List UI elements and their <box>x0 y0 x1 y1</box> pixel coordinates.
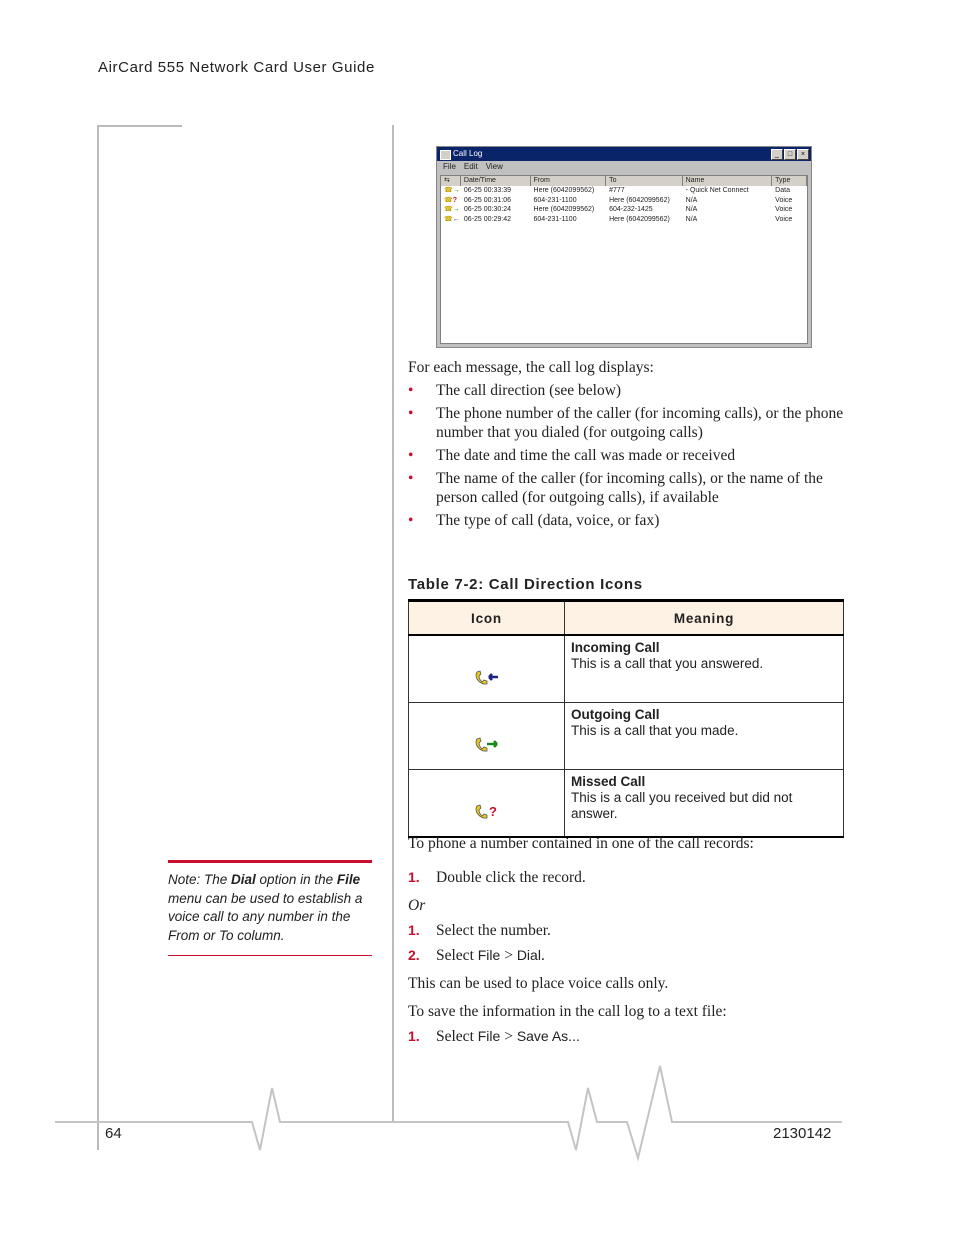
note-mid: option in the <box>255 872 337 887</box>
table-row <box>409 635 844 703</box>
cell-name: N/A <box>685 196 698 204</box>
meaning-description: This is a call you received but did not answer. <box>571 790 793 821</box>
step-number: 1. <box>408 869 420 885</box>
cell-to: #777 <box>609 187 625 194</box>
meaning-title: Incoming Call <box>571 640 660 655</box>
cell-to: Here (6042099562) <box>609 196 670 204</box>
list-item <box>408 446 848 465</box>
window-menubar <box>437 161 811 173</box>
list-header <box>441 176 807 186</box>
save-intro-paragraph: To save the information in the call log to a text file: <box>408 1003 727 1020</box>
list-item <box>408 511 848 530</box>
incoming-call-icon <box>474 669 500 687</box>
running-header: AirCard 555 Network Card User Guide <box>98 59 375 76</box>
app-icon <box>440 150 451 160</box>
sort-arrow-icon: ⇆ <box>444 177 450 184</box>
cell-datetime: 06-25 00:31:06 <box>463 196 512 204</box>
step-double-click <box>408 868 586 887</box>
meaning-title: Missed Call <box>571 774 646 789</box>
column-type[interactable]: Type <box>772 176 807 186</box>
call-log-window <box>436 146 812 348</box>
list-item[interactable] <box>441 215 807 225</box>
ui-term-dial: Dial <box>516 947 541 963</box>
bullet-icon: • <box>408 405 414 422</box>
meaning-title: Outgoing Call <box>571 707 660 722</box>
bullet-text: The type of call (data, voice, or fax) <box>436 512 660 529</box>
list-item <box>408 381 848 400</box>
step-number: 1. <box>408 1028 420 1044</box>
cell-from: Here (6042099562) <box>533 187 595 194</box>
menu-separator: > <box>500 1028 517 1045</box>
menu-separator: > <box>500 947 517 964</box>
outgoing-call-icon: ☎→ <box>444 206 460 213</box>
ui-term-file: File <box>477 1028 501 1044</box>
cell-to: Here (6042099562) <box>609 215 670 223</box>
meaning-description: This is a call that you answered. <box>571 656 764 671</box>
bullet-list <box>408 381 848 534</box>
cell-from: 604-231-1100 <box>533 215 577 223</box>
bullet-text: The phone number of the caller (for incoming calls), or the phone number that you dialed (for outgoing calls) <box>436 405 844 441</box>
step-number: 1. <box>408 922 420 938</box>
top-left-rule <box>97 125 182 127</box>
table-caption: Table 7-2: Call Direction Icons <box>408 576 643 593</box>
step-text: Double click the record. <box>436 869 586 886</box>
incoming-call-icon: ☎← <box>444 215 460 223</box>
close-icon[interactable]: × <box>797 149 809 160</box>
menu-file[interactable]: File <box>443 162 456 171</box>
cell-datetime: 06-25 00:33:39 <box>463 187 512 194</box>
cell-type: Voice <box>775 215 793 223</box>
direction-column-header[interactable] <box>441 176 461 186</box>
column-from[interactable]: From <box>531 176 607 186</box>
step-text: Select <box>436 947 478 964</box>
list-item[interactable] <box>441 205 807 215</box>
footer-pulse-line <box>0 1060 954 1170</box>
side-note <box>168 860 372 956</box>
bullet-text: The call direction (see below) <box>436 382 622 399</box>
step-select-number <box>408 921 551 940</box>
step-number: 2. <box>408 947 420 963</box>
maximize-icon[interactable]: □ <box>784 149 796 160</box>
note-rest: menu can be used to establish a voice call to any number in the From or To column. <box>168 890 363 943</box>
page-number: 64 <box>105 1125 122 1142</box>
missed-call-icon: ☎? <box>444 196 458 204</box>
bullet-text: The date and time the call was made or received <box>436 447 736 464</box>
step-text: Select the number. <box>436 922 551 939</box>
list-item[interactable] <box>441 196 807 206</box>
step-save-as <box>408 1027 580 1046</box>
cell-name: N/A <box>685 206 698 213</box>
step-text: Select <box>436 1028 478 1045</box>
or-divider: Or <box>408 897 426 914</box>
voice-only-paragraph: This can be used to place voice calls only. <box>408 975 669 992</box>
cell-name: N/A <box>685 215 698 223</box>
phone-intro-paragraph: To phone a number contained in one of the call records: <box>408 835 754 852</box>
minimize-icon[interactable]: _ <box>771 149 783 160</box>
bullet-icon: • <box>408 512 414 529</box>
column-to[interactable]: To <box>606 176 683 186</box>
note-file-term: File <box>336 872 361 887</box>
left-margin-rule <box>97 125 99 1150</box>
column-header-meaning: Meaning <box>565 601 844 636</box>
note-prefix: Note: The <box>168 872 232 887</box>
call-direction-table <box>408 599 844 838</box>
cell-to: 604-232-1425 <box>609 206 653 213</box>
column-name[interactable]: Name <box>683 176 773 186</box>
outgoing-call-icon <box>474 736 500 754</box>
cell-datetime: 06-25 00:29:42 <box>463 215 512 223</box>
list-item <box>408 404 848 442</box>
column-header-icon: Icon <box>409 601 565 636</box>
meaning-description: This is a call that you made. <box>571 723 739 738</box>
cell-type: Voice <box>775 206 793 213</box>
cell-name: - Quick Net Connect <box>685 187 749 194</box>
ui-term-file: File <box>477 947 501 963</box>
document-number: 2130142 <box>773 1125 832 1142</box>
window-title: Call Log <box>453 149 483 158</box>
column-divider-rule <box>392 125 394 1122</box>
table-row <box>409 770 844 838</box>
bullet-icon: • <box>408 447 414 464</box>
svg-text:?: ? <box>488 804 497 819</box>
bullet-icon: • <box>408 382 414 399</box>
bullet-icon: • <box>408 470 414 487</box>
note-dial-term: Dial <box>231 872 256 887</box>
step-period: . <box>540 947 545 964</box>
menu-view[interactable]: View <box>485 162 503 171</box>
outgoing-call-icon: ☎→ <box>444 187 460 194</box>
call-log-list <box>440 175 808 344</box>
cell-type: Voice <box>775 196 793 204</box>
ui-term-save-as: Save As... <box>516 1028 580 1044</box>
table-row <box>409 703 844 770</box>
column-datetime[interactable]: Date/Time <box>461 176 531 186</box>
menu-edit[interactable]: Edit <box>463 162 478 171</box>
cell-from: 604-231-1100 <box>533 196 577 204</box>
intro-paragraph: For each message, the call log displays: <box>408 359 654 376</box>
step-select-dial <box>408 946 545 965</box>
cell-type: Data <box>775 187 790 194</box>
cell-from: Here (6042099562) <box>533 206 595 213</box>
list-item[interactable] <box>441 186 807 196</box>
missed-call-icon <box>474 803 500 821</box>
cell-datetime: 06-25 00:30:24 <box>463 206 512 213</box>
bullet-text: The name of the caller (for incoming calls), or the name of the person called (for outgoing calls), if available <box>436 470 823 506</box>
list-item <box>408 469 848 507</box>
window-titlebar <box>437 147 811 161</box>
